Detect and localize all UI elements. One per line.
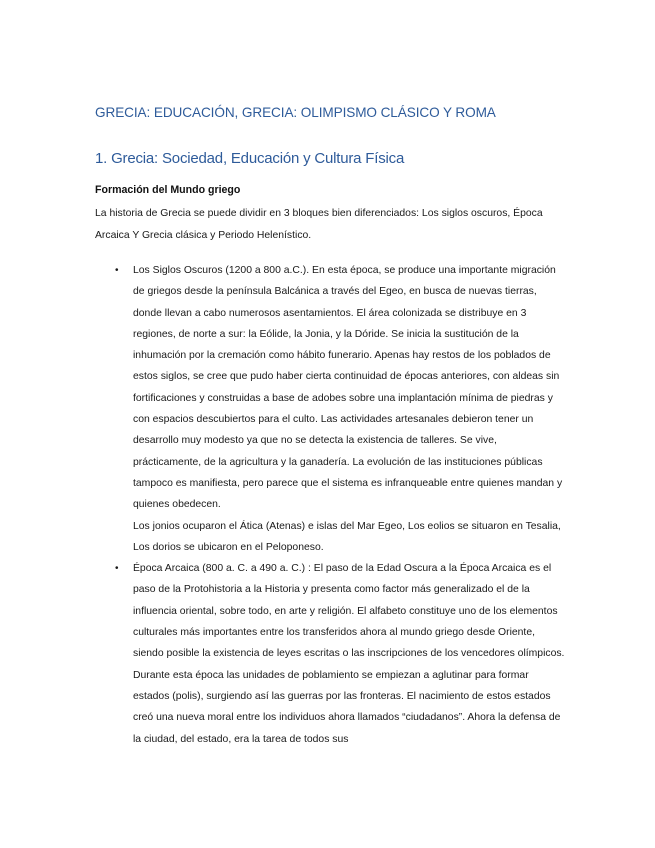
bullet-list [95, 260, 565, 750]
subsection-heading: Formación del Mundo griego [95, 184, 241, 196]
bullet-icon: • [115, 563, 119, 575]
section-heading: 1. Grecia: Sociedad, Educación y Cultura Física [95, 150, 405, 167]
bullet-item-epoca-arcaica [95, 558, 565, 750]
bullet-icon: • [115, 265, 119, 276]
intro-paragraph: La historia de Grecia se puede dividir en 3 bloques bien diferenciados: Los siglos oscuros, Época Arcaica Y Grecia clásica y Periodo Helenístico. [95, 208, 543, 241]
bullet-text: Los Siglos Oscuros (1200 a 800 a.C.). En esta época, se produce una importante migración de griegos desde la península Balcánica a través del Egeo, en busca de nuevas tierras, donde llevan a cabo numerosos asentamientos. El área colonizada se distribuye en 3 regiones, de norte a sur: la Eólide, la Jonia, y la Dóride. Se inicia la sustitución de la inhumación por la cremación como hábito funerario. Apenas hay restos de los poblados de estos siglos, se cree que pudo haber cierta continuidad de épocas anteriores, con aldeas sin fortificaciones y construidas a base de adobes sobre una implantación mínima de piedras y con espacios descubiertos para el culto. Las actividades artesanales debieron tener un desarrollo muy modesto ya que no se detecta la existencia de talleres. Se vive, prácticamente, de la agricultura y la ganadería. La evolución de las instituciones públicas tampoco es manifiesta, pero parece que el sistema es infranqueable entre quienes mandan y quienes obedecen. [133, 265, 563, 511]
bullet-text: Época Arcaica (800 a. C. a 490 a. C.) : El paso de la Edad Oscura a la Época Arcaica es el paso de la Protohistoria a la Historia y presenta como factor más generalizado el de la influencia oriental, sobre todo, en arte y religión. El alfabeto constituye uno de los elementos culturales más importantes entre los transferidos ahora al mundo griego desde Oriente, siendo posible la existencia de leyes escritas o las inscripciones de los vencedores olímpicos. Durante esta época las unidades de poblamiento se empiezan a aglutinar para formar estados (polis), surgiendo así las guerras por las fronteras. El nacimiento de estos estados creó una nueva moral entre los individuos ahora llamados “ciudadanos”. Ahora la defensa de la ciudad, del estado, era la tarea de todos sus [133, 563, 565, 745]
bullet-extra-text: Los jonios ocuparon el Ática (Atenas) e islas del Mar Egeo, Los eolios se situaron en Tesalia, Los dorios se ubicaron en el Peloponeso. [133, 520, 561, 553]
bullet-item-siglos-oscuros [95, 260, 565, 558]
document-title: GRECIA: EDUCACIÓN, GRECIA: OLIMPISMO CLÁSICO Y ROMA [95, 105, 496, 120]
